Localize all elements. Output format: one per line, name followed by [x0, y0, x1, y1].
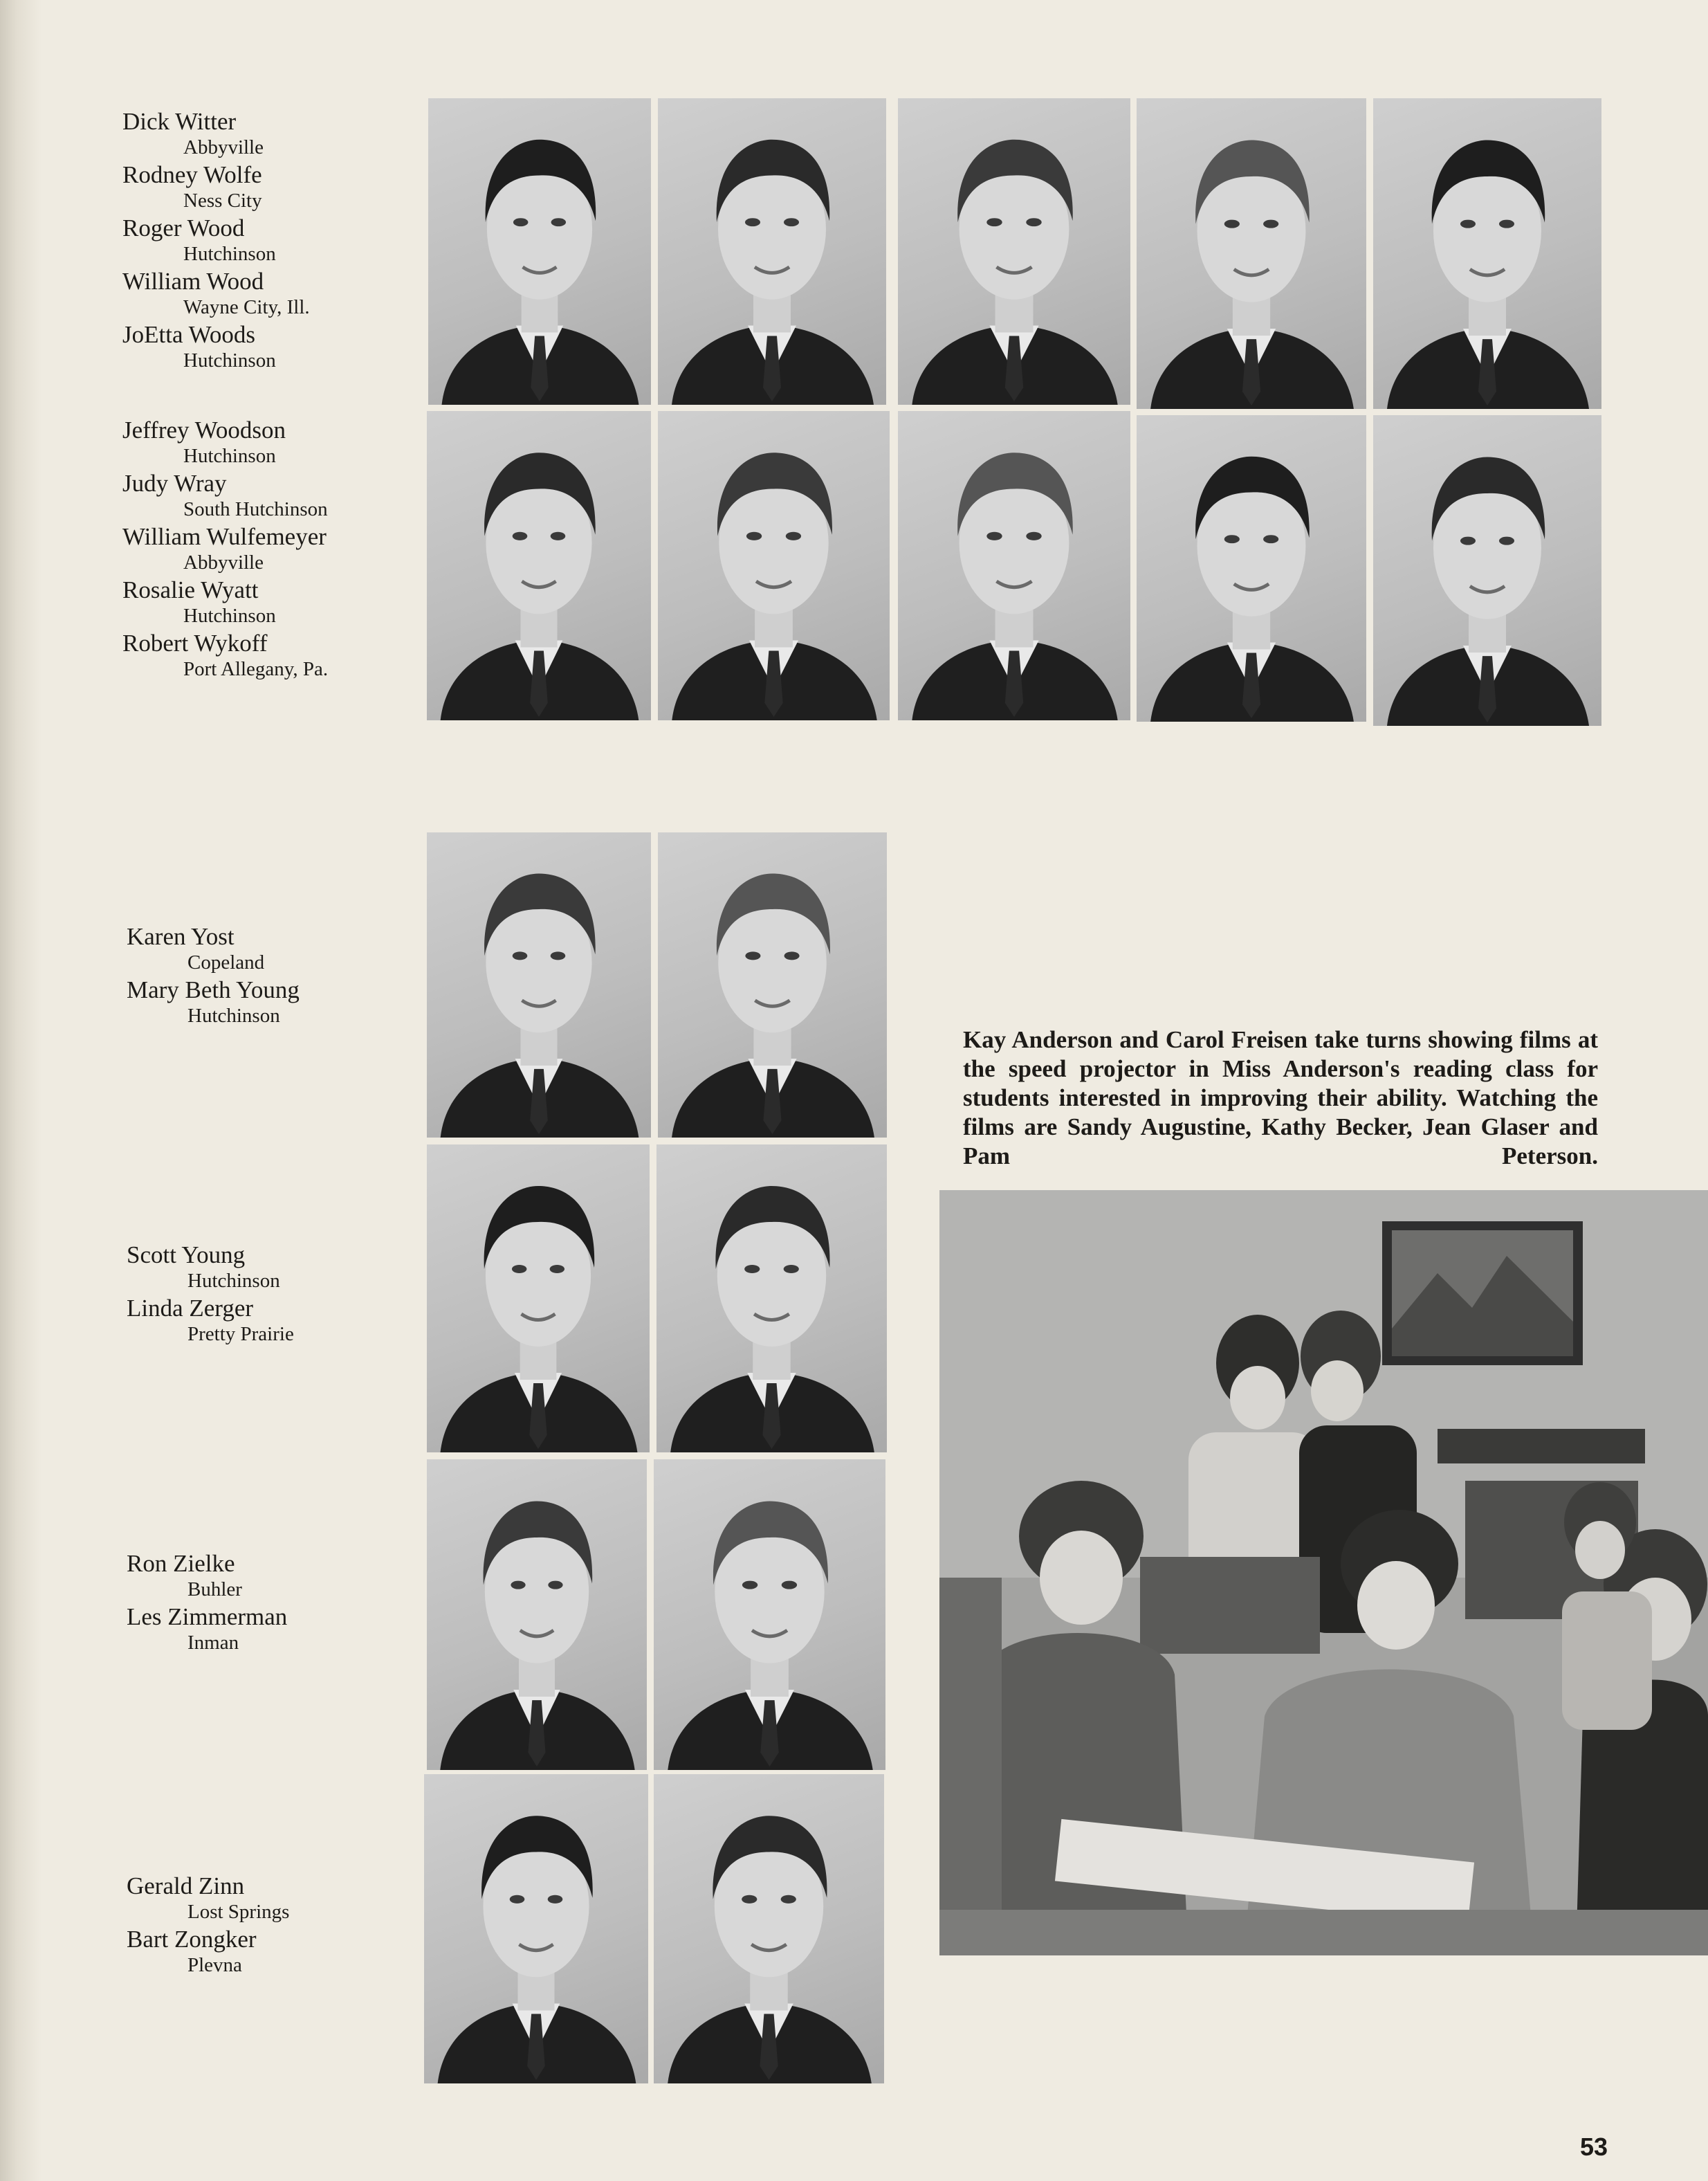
student-name: Roger Wood: [122, 215, 245, 241]
portrait-silhouette: [654, 1459, 885, 1770]
page-gutter-shadow: [0, 0, 42, 2181]
portrait-silhouette: [658, 411, 890, 720]
portrait-photo: [427, 832, 651, 1138]
portrait-photo: [898, 411, 1130, 720]
student-name: William Wulfemeyer: [122, 523, 327, 550]
student-name: Bart Zongker: [127, 1926, 257, 1953]
student-name: JoEtta Woods: [122, 321, 255, 348]
portrait-photo: [654, 1459, 885, 1770]
student-name: Linda Zerger: [127, 1295, 254, 1322]
classroom-photo: [939, 1190, 1708, 1955]
student-name: Mary Beth Young: [127, 976, 300, 1003]
student-town: Hutchinson: [187, 1270, 280, 1292]
portrait-silhouette: [658, 832, 887, 1138]
portrait-silhouette: [428, 98, 651, 405]
portrait-photo: [1373, 415, 1601, 726]
student-name: Ron Zielke: [127, 1550, 235, 1577]
student-town: Hutchinson: [187, 1005, 280, 1027]
student-town: Buhler: [187, 1578, 242, 1600]
portrait-silhouette: [427, 1459, 647, 1770]
student-name: Judy Wray: [122, 470, 227, 497]
photo-caption: Kay Anderson and Carol Freisen take turns showing films at the speed projector in Miss Anderson's reading class for students interested in improving their ability. Watching the films are Sandy Augustine, Kathy Becker, Jean Glaser and Pam Peterson.: [963, 1026, 1598, 1169]
student-name: Gerald Zinn: [127, 1872, 245, 1899]
portrait-photo: [1373, 98, 1601, 409]
student-town: Abbyville: [183, 136, 264, 158]
classroom-photo-art: [939, 1190, 1708, 1955]
student-town: Abbyville: [183, 551, 264, 574]
student-name: Dick Witter: [122, 108, 237, 135]
portrait-silhouette: [427, 1144, 650, 1452]
portrait-silhouette: [427, 832, 651, 1138]
student-town: Inman: [187, 1632, 239, 1654]
portrait-silhouette: [1373, 415, 1601, 726]
student-name: Scott Young: [127, 1241, 246, 1268]
portrait-photo: [427, 1144, 650, 1452]
portrait-silhouette: [424, 1774, 648, 2083]
portrait-photo: [658, 411, 890, 720]
portrait-photo: [1137, 98, 1366, 409]
portrait-photo: [898, 98, 1130, 405]
student-town: Hutchinson: [183, 445, 276, 467]
portrait-photo: [656, 1144, 887, 1452]
portrait-photo: [428, 98, 651, 405]
student-town: Copeland: [187, 951, 265, 974]
student-name: Les Zimmerman: [127, 1603, 288, 1630]
student-town: Hutchinson: [183, 605, 276, 627]
portrait-photo: [658, 98, 886, 405]
portrait-silhouette: [1373, 98, 1601, 409]
portrait-silhouette: [898, 98, 1130, 405]
student-town: Hutchinson: [183, 243, 276, 265]
student-name: Robert Wykoff: [122, 630, 268, 657]
student-town: Ness City: [183, 190, 262, 212]
portrait-photo: [427, 411, 651, 720]
portrait-photo: [427, 1459, 647, 1770]
portrait-silhouette: [654, 1774, 884, 2083]
portrait-photo: [1137, 415, 1366, 722]
student-town: Pretty Prairie: [187, 1323, 294, 1345]
student-town: South Hutchinson: [183, 498, 328, 520]
portrait-photo: [654, 1774, 884, 2083]
page-number: 53: [1580, 2133, 1608, 2161]
portrait-photo: [658, 832, 887, 1138]
portrait-silhouette: [1137, 415, 1366, 722]
student-town: Hutchinson: [183, 349, 276, 372]
student-town: Port Allegany, Pa.: [183, 658, 329, 680]
student-name: Rosalie Wyatt: [122, 576, 259, 603]
student-name: Jeffrey Woodson: [122, 417, 286, 444]
portrait-silhouette: [656, 1144, 887, 1452]
student-town: Wayne City, Ill.: [183, 296, 310, 318]
student-name: William Wood: [122, 268, 264, 295]
student-name: Karen Yost: [127, 923, 235, 950]
portrait-silhouette: [427, 411, 651, 720]
portrait-silhouette: [658, 98, 886, 405]
portrait-photo: [424, 1774, 648, 2083]
student-name: Rodney Wolfe: [122, 161, 262, 188]
portrait-silhouette: [898, 411, 1130, 720]
student-town: Lost Springs: [187, 1901, 290, 1923]
portrait-silhouette: [1137, 98, 1366, 409]
student-town: Plevna: [187, 1954, 242, 1976]
